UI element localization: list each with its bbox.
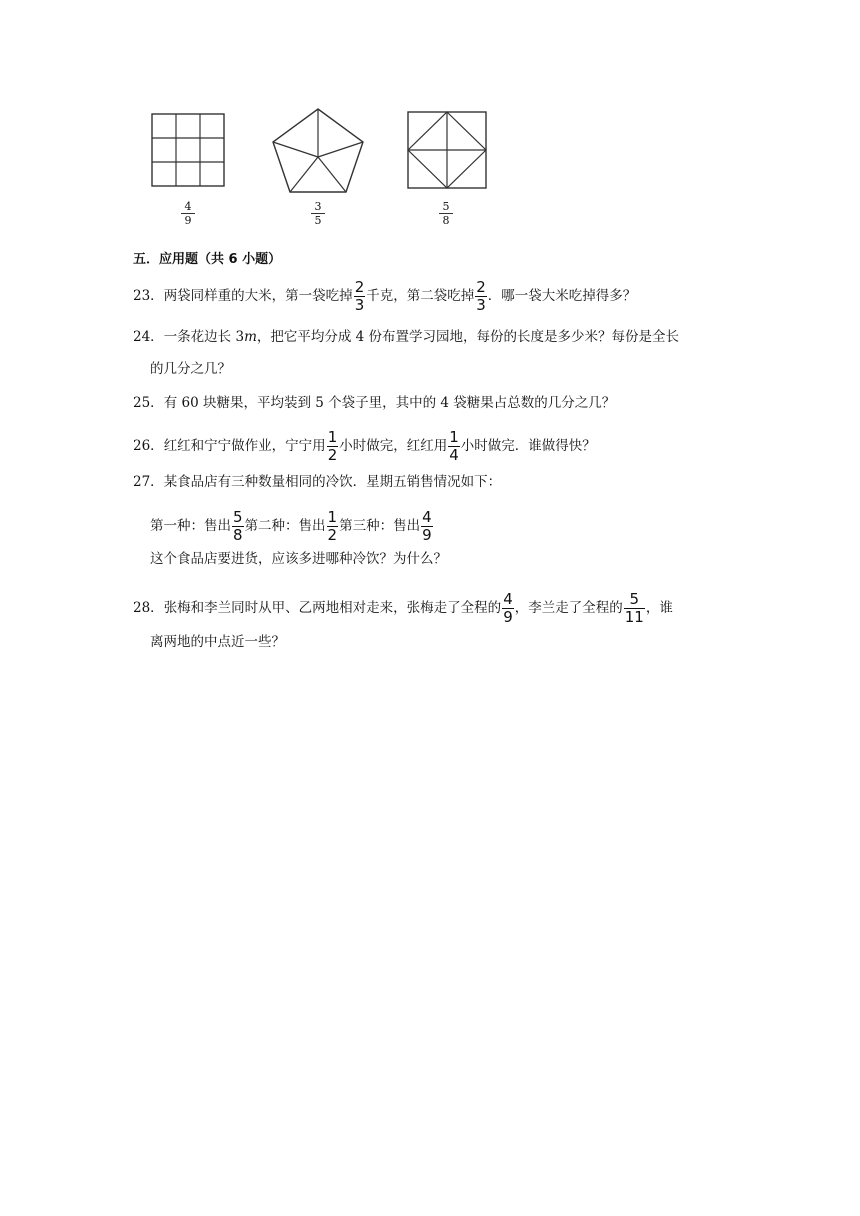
fraction [327, 510, 339, 543]
denominator: 2 [327, 526, 338, 544]
grid-3x3-drawing [150, 108, 230, 190]
numerator: 2 [354, 278, 365, 296]
denominator: 2 [327, 446, 338, 464]
question-number: 23． [133, 288, 164, 304]
question-24-continued: 的几分之几？ [150, 361, 231, 377]
pentagon-drawing [270, 108, 366, 194]
label-numerator: 3 [314, 200, 322, 213]
denominator: 9 [422, 526, 432, 544]
question-27 [133, 472, 501, 492]
label-denominator: 5 [314, 214, 322, 227]
fraction [421, 510, 433, 543]
section-title: 五．应用题（共 6 小题） [133, 252, 282, 267]
fraction [502, 592, 514, 625]
grid-figure [150, 108, 230, 227]
question-27-continued: 这个食品店要进货，应该多进哪种冷饮？为什么？ [150, 551, 447, 567]
question-text: 两袋同样重的大米，第一袋吃掉 [163, 288, 353, 304]
question-text: 小时做完．谁做得快？ [460, 438, 596, 454]
question-text: 张梅和李兰同时从甲、乙两地相对走来，张梅走了全程的 [163, 600, 502, 616]
fraction [232, 510, 244, 543]
fraction [327, 430, 339, 463]
label-numerator: 5 [442, 200, 450, 213]
numerator: 2 [476, 278, 486, 296]
label-denominator: 8 [442, 214, 450, 227]
denominator: 8 [233, 526, 243, 544]
question-number: 24． [133, 329, 164, 345]
question-text: ．哪一袋大米吃掉得多？ [487, 288, 637, 304]
question-text: 红红和宁宁做作业，宁宁用 [163, 438, 326, 454]
question-number: 25． [133, 395, 164, 411]
denominator: 4 [449, 446, 459, 464]
fraction [448, 430, 460, 463]
question-text: ，谁 [645, 600, 673, 616]
denominator: 3 [354, 296, 365, 314]
question-text: ，李兰走了全程的 [514, 600, 623, 616]
square-figure [406, 108, 490, 227]
fraction [475, 280, 487, 313]
square-diagonals-drawing [406, 108, 490, 190]
denominator: 9 [503, 608, 513, 626]
question-text: 有 60 块糖果，平均装到 5 个袋子里，其中的 4 袋糖果占总数的几分之几？ [163, 395, 616, 411]
question-text: 一条花边长 3 [163, 329, 245, 345]
sales-item-label: 第三种：售出 [339, 518, 421, 534]
question-text: 千克，第二袋吃掉 [366, 288, 475, 304]
grid-fraction-label [178, 201, 198, 226]
sales-item-label: 第二种：售出 [244, 518, 326, 534]
numerator: 5 [233, 508, 243, 526]
numerator: 4 [422, 508, 432, 526]
question-28-continued: 离两地的中点近一些？ [150, 634, 285, 650]
denominator: 11 [624, 608, 644, 626]
denominator: 3 [476, 296, 486, 314]
question-text: 小时做完，红红用 [339, 438, 448, 454]
pentagon-figure [270, 108, 366, 227]
question-number: 27． [133, 474, 164, 490]
question-23 [133, 280, 636, 313]
question-26 [133, 430, 596, 463]
numerator: 1 [327, 508, 338, 526]
numerator: 1 [449, 428, 459, 446]
numerator: 1 [327, 428, 338, 446]
unit: m [244, 329, 257, 345]
label-denominator: 9 [184, 214, 192, 227]
question-27-sales [150, 510, 434, 543]
fraction [354, 280, 366, 313]
pentagon-fraction-label [308, 201, 328, 226]
question-25 [133, 393, 615, 413]
sales-item-label: 第一种：售出 [150, 518, 231, 534]
fraction [624, 592, 645, 625]
question-number: 28． [133, 600, 164, 616]
question-number: 26． [133, 438, 164, 454]
numerator: 4 [503, 590, 513, 608]
question-24 [133, 327, 679, 347]
question-text: 某食品店有三种数量相同的冷饮．星期五销售情况如下： [163, 474, 502, 490]
question-28 [133, 592, 673, 625]
question-text: ，把它平均分成 4 份布置学习园地，每份的长度是多少米？每份是全长 [256, 329, 680, 345]
figure-row [150, 108, 500, 238]
square-fraction-label [436, 201, 456, 226]
label-numerator: 4 [184, 200, 192, 213]
numerator: 5 [629, 590, 640, 608]
